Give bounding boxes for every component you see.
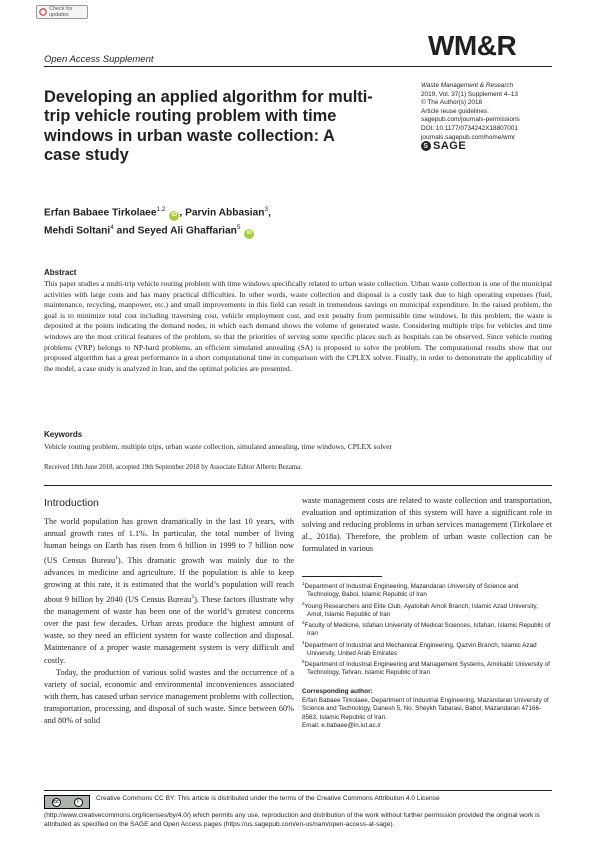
author-list	[44, 203, 344, 239]
journal-line: Article reuse guidelines:	[421, 107, 489, 115]
reference-link[interactable]: 1	[115, 555, 118, 562]
affiliation-text: Young Researchers and Elite Club, Ayatollah Amoli Branch, Islamic Azad University, Amol, Islamic Republic of Iran	[304, 602, 538, 618]
affiliation-number: 5	[302, 659, 305, 664]
affiliation-text: Department of Industrial Engineering and Management Systems, Amirkabir University of Technology, Tehran, Islamic Republic of Iran	[304, 661, 550, 677]
affiliation-number: 1	[302, 581, 305, 586]
received-date: Received 18th June 2018, accepted 19th September 2018 by Associate Editor Alberto Bezama.	[44, 464, 302, 471]
supplement-label: Open Access Supplement	[44, 54, 154, 65]
orcid-icon[interactable]: iD	[169, 211, 179, 221]
check-updates-label: Check for updates	[49, 6, 73, 18]
abstract-text: This paper studies a multi-trip vehicle routing problem with time windows specifically related to urban waste collection. Urban waste collection is one of the municipal activities with large costs and has many practical difficulties. In other words, waste collection and disposal is a costly task due to high operating expenses (fuel, maintenance, recycling, manpower, etc.) and small improvements in this field can result in tremendous savings on municipal expenditure. In the raised problem, the goal is to minimize total cost including traversing cost, vehicle employment cost, and exit penalty from permissible time windows. In this problem, the waste is deposited at the points indicating the demand nodes, in which each demand shows the volume of generated waste. Considering multiple trips for vehicles and time windows are the most critical features of the problem, so that the priorities of serving some specific places such as hospitals can be observed. Since vehicle routing problems (VRP) belongs to NP-hard problems, an efficient simulated annealing (SA) is proposed to solve the problem. The computational results show that our proposed algorithm has a great performance in a short computational time in comparison with the CPLEX solver. Finally, in order to demonstrate the applicability of the model, a case study is analyzed in Iran, and the optimal policies are presented.	[44, 279, 552, 373]
introduction-heading: Introduction	[44, 497, 99, 509]
affiliation-item	[302, 580, 552, 600]
affiliation-text: Faculty of Medicine, Isfahan University of Medical Sciences, Isfahan, Islamic Republic of Iran	[304, 622, 551, 638]
corresponding-address: Erfan Babaee Tirkolaee, Department of Industrial Engineering, Mazandaran University of Science and Technology, Danesh 5, No. Sheykh Tabarasi, Babol, Mazandaran 47166-8563, Islamic Republic of Iran.	[302, 697, 549, 721]
affiliation-item	[302, 600, 552, 620]
sage-mark-icon: S	[421, 141, 431, 151]
cc-icon: cc	[53, 799, 59, 805]
author-separator: ,	[179, 207, 186, 219]
footer-rule	[44, 790, 552, 791]
footnote-rule	[302, 576, 382, 577]
body-text: The world population has grown dramatically in the last 10 years, with annual growth rates of 1.1%. In particular, the total number of living human beings on Earth has risen from 6 billion in 1999 to 7 billion now (US Census Bureau	[44, 517, 294, 566]
journal-name: Waste Management & Research	[421, 82, 514, 89]
affiliation-item	[302, 639, 552, 659]
author-name: Mehdi Soltani	[44, 225, 111, 237]
corresponding-heading: Corresponding author:	[302, 688, 373, 695]
affiliations	[302, 580, 552, 678]
body-column-left	[44, 516, 294, 727]
affiliation-item	[302, 658, 552, 678]
affiliation-item	[302, 619, 552, 639]
affiliation-text: Department of Industrial Engineering, Mazandaran University of Science and Technology, Babol, Islamic Republic of Iran	[304, 583, 519, 599]
author-separator: ,	[268, 207, 271, 219]
refresh-icon	[39, 8, 47, 16]
check-for-updates-badge[interactable]	[36, 5, 88, 19]
corresponding-email[interactable]: Email: e.babaee@in.iut.ac.ir	[302, 721, 381, 729]
affiliation-number: 4	[302, 639, 305, 645]
sage-logo	[421, 140, 466, 152]
journal-logo: WM&R	[428, 30, 517, 61]
body-paragraph	[44, 516, 294, 667]
license-line: Creative Commons CC BY: This article is distributed under the terms of the Creative Commons Attribution 4.0 License	[96, 795, 440, 802]
cc-by-badge[interactable]	[44, 795, 90, 809]
author-affil-ref: 3	[264, 206, 269, 213]
body-text: ). This dramatic growth was mainly due to the advances in medicine and agriculture. If the population is able to keep growing at this rate, it is estimated that the world’s population will reach about 9 billion by 2040 (US Census Bureau	[44, 556, 295, 605]
license-details: (http://www.creativecommons.org/licenses/by/4.0/) which permits any use, reproduction and distribution of the work without further permission provided the original work is attributed as specified on the SAGE and Open Access pages (https://us.sagepub.com/en-us/nam/open-access-at-sage).	[44, 812, 540, 828]
journal-info	[421, 82, 561, 142]
section-rule	[44, 485, 552, 486]
author-name: Erfan Babaee Tirkolaee	[44, 207, 157, 219]
affiliation-number: 3	[302, 620, 305, 625]
journal-line: sagepub.com/journals-permissions	[421, 116, 520, 124]
reference-link[interactable]: 2	[191, 594, 195, 601]
author-affil-ref: 1,2	[156, 206, 166, 213]
abstract-heading: Abstract	[44, 268, 77, 277]
publisher-name: SAGE	[433, 140, 467, 152]
orcid-icon[interactable]: iD	[244, 229, 254, 239]
attribution-icon: i	[74, 798, 83, 807]
author-affil-ref: 4	[110, 223, 114, 231]
journal-line: 2019, Vol. 37(1) Supplement 4–13	[421, 90, 518, 98]
author-name: Seyed Ali Ghaffarian	[137, 225, 237, 237]
journal-line: © The Author(s) 2018	[421, 99, 483, 107]
body-paragraph: Today, the production of various solid wastes and the occurrence of a variety of social, economic and environmental inconveniences associated with them, has caused urban service management problems with collection, transportation, processing, and disposal of such waste. Since between 60% and 80% of solid	[44, 667, 294, 725]
corresponding-author	[302, 697, 552, 730]
journal-url[interactable]: journals.sagepub.com/home/wmr	[421, 133, 516, 141]
affiliation-text: Department of Industrial and Mechanical Engineering, Qazvin Branch, Islamic Azad University, United Arab Emirates	[304, 641, 537, 657]
author-separator: and	[113, 225, 138, 237]
keywords-text: Vehicle routing problem, multiple trips, urban waste collection, simulated annealing, time windows, CPLEX solver	[44, 442, 392, 451]
article-title: Developing an applied algorithm for multi-trip vehicle routing problem with time windows in urban waste collection: A case study	[44, 88, 373, 165]
doi-line[interactable]: DOI: 10.1177/0734242X18807001	[421, 124, 518, 132]
body-column-right: waste management costs are related to waste collection and transportation, evaluation and optimization of this system will have a significant role in solving and reducing problems in urban services management (Tirkolaee et al., 2018a). Therefore, the problem of urban waste collection can be formulated in various	[302, 496, 552, 554]
affiliation-number: 2	[302, 600, 305, 606]
author-name: Parvin Abbasian	[185, 207, 265, 219]
body-text: ). These factors illustrate why the management of waste has been one of the world’s greatest concerns over the past few decades. Urban areas produce the highest amount of waste, so they need an efficient system for waste collection and disposal. Maintenance of a proper waste management system is very difficult and costly.	[44, 595, 294, 665]
author-affil-ref: 5	[236, 223, 241, 231]
header-rule	[44, 66, 552, 67]
keywords-heading: Keywords	[44, 430, 83, 439]
